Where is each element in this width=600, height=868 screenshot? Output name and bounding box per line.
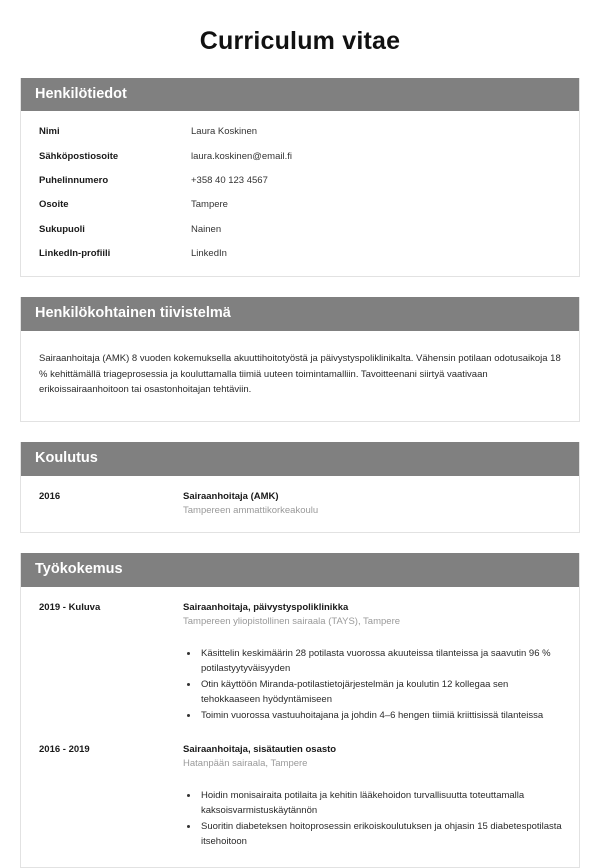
section-personal-info xyxy=(20,78,580,278)
section-heading-education: Koulutus xyxy=(21,442,579,476)
table-row xyxy=(35,242,565,266)
summary-text: Sairaanhoitaja (AMK) 8 vuoden kokemuksella akuuttihoitotyöstä ja päivystyspoliklinikalta. Vähensin potilaan odotusaikoja 18 % kehittämällä triageprosessia ja kouluttamalla tiimiä uuteen toimintamalliin. Tavoitteenani siirtyä vaativaan erikoissairaanhoitoon tai osastonhoitajan tehtäviin. xyxy=(39,353,561,396)
section-heading-personal-info: Henkilötiedot xyxy=(21,78,579,112)
list-item: • Hoidin monisairaita potilaita ja kehitin lääkehoidon turvallisuutta toteuttamalla kaksoisvarmistuskäytännön xyxy=(199,789,565,818)
education-body xyxy=(21,476,579,533)
info-value: Tampere xyxy=(191,199,228,211)
experience-body xyxy=(21,587,579,867)
section-heading-summary: Henkilökohtainen tiivistelmä xyxy=(21,297,579,331)
entry-date: 2019 - Kuluva xyxy=(39,601,101,613)
linkedin-profile-value[interactable]: LinkedIn xyxy=(191,247,227,259)
entry-title: Sairaanhoitaja (AMK) xyxy=(183,490,279,502)
personal-info-table xyxy=(35,120,565,266)
info-label: LinkedIn-profiili xyxy=(39,247,111,259)
info-label: Sukupuoli xyxy=(39,223,85,235)
table-row xyxy=(35,218,565,242)
section-heading-experience: Työkokemus xyxy=(21,553,579,587)
entry-subtitle: Tampereen ammattikorkeakoulu xyxy=(183,505,319,516)
entry-date: 2016 - 2019 xyxy=(39,743,90,755)
list-item: • Suoritin diabeteksen hoitoprosessin erikoiskoulutuksen ja ohjasin 15 diabetespotilasta itsehoitoon xyxy=(199,820,565,849)
section-summary xyxy=(20,297,580,422)
info-label: Puhelinnumero xyxy=(39,174,109,186)
entry-bullets-main xyxy=(183,638,565,727)
info-label: Nimi xyxy=(39,126,60,138)
entry-subtitle: Hatanpään sairaala, Tampere xyxy=(183,757,308,769)
list-item: • Otin käyttöön Miranda-potilastietojärjestelmän ja koulutin 12 kollegaa sen tehokkaaseen hyödyntämiseen xyxy=(199,678,565,707)
list-item: • Käsittelin keskimäärin 28 potilasta vuorossa akuuteissa tilanteissa ja saavutin 96 % potilastyytyväisyyden xyxy=(199,647,565,676)
entry-bullets-main xyxy=(183,780,565,853)
entry-date: 2016 xyxy=(39,490,61,502)
entry-date-spacer xyxy=(35,780,183,781)
entry-header xyxy=(35,738,565,776)
info-value: Nainen xyxy=(191,223,222,235)
page-title: Curriculum vitae xyxy=(199,27,401,55)
entry-main xyxy=(183,743,565,772)
entry-header xyxy=(35,596,565,634)
table-row xyxy=(35,145,565,169)
info-label: Sähköpostiosoite xyxy=(39,150,119,162)
entry-main xyxy=(183,601,565,630)
education-entry xyxy=(35,485,565,523)
entry-date-spacer xyxy=(35,638,183,639)
list-item: • Toimin vuorossa vastuuhoitajana ja johdin 4–6 hengen tiimiä kriittisissä tilanteissa xyxy=(199,709,565,723)
entry-subtitle: Tampereen yliopistollinen sairaala (TAYS), Tampere xyxy=(183,616,401,628)
info-value: laura.koskinen@email.fi xyxy=(191,150,292,162)
table-row xyxy=(35,120,565,144)
personal-info-body xyxy=(21,111,579,276)
info-value: +358 40 123 4567 xyxy=(191,174,268,186)
table-row xyxy=(35,193,565,217)
entry-bullets-wrap xyxy=(35,775,565,857)
info-label: Osoite xyxy=(39,199,69,211)
experience-entry xyxy=(35,596,565,732)
table-row xyxy=(35,169,565,193)
experience-entry xyxy=(35,738,565,857)
entry-title: Sairaanhoitaja, päivystyspoliklinikka xyxy=(183,601,349,613)
entry-bullet-list xyxy=(183,789,565,849)
section-experience xyxy=(20,553,580,868)
entry-bullets-wrap xyxy=(35,633,565,731)
summary-body xyxy=(21,331,579,421)
entry-bullet-list xyxy=(183,647,565,723)
entry-main xyxy=(183,490,565,519)
entry-title: Sairaanhoitaja, sisätautien osasto xyxy=(183,743,337,755)
section-education xyxy=(20,442,580,533)
info-value: Laura Koskinen xyxy=(191,126,258,138)
